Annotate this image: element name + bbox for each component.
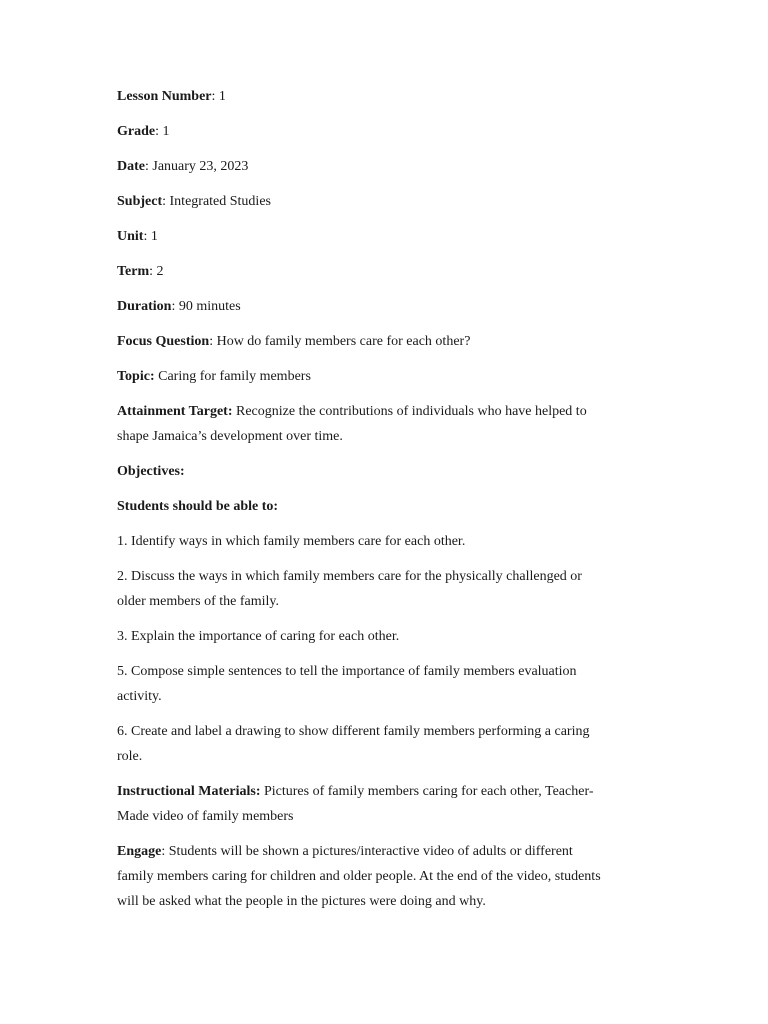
objectives-subheading: Students should be able to:: [117, 499, 279, 514]
field-sep: :: [155, 124, 163, 139]
instructional-materials-text: Pictures of family members caring for each other, Teacher-: [263, 784, 594, 799]
unit-field: [117, 224, 657, 249]
instructional-materials-line-2: Made video of family members: [117, 809, 294, 824]
attainment-target-line-1: [117, 399, 657, 424]
grade-field: [117, 119, 657, 144]
field-value: How do family members care for each other?: [216, 334, 471, 349]
field-sep: :: [211, 89, 219, 104]
objective-item: 3. Explain the importance of caring for each other.: [117, 629, 400, 644]
field-label: Topic:: [117, 369, 155, 384]
objective-item-continuation: older members of the family.: [117, 594, 279, 609]
field-value: Integrated Studies: [169, 194, 271, 209]
engage-label: Engage: [117, 844, 162, 859]
term-field: [117, 259, 657, 284]
instructional-materials-label: Instructional Materials:: [117, 784, 261, 799]
engage-sep: :: [161, 844, 169, 859]
objective-item-continuation: activity.: [117, 689, 162, 704]
field-value: 90 minutes: [178, 299, 241, 314]
engage-line-3: will be asked what the people in the pictures were doing and why.: [117, 894, 486, 909]
objective-item: 6. Create and label a drawing to show different family members performing a caring: [117, 724, 590, 739]
focus-question-field: [117, 329, 657, 354]
objective-item: 1. Identify ways in which family members care for each other.: [117, 534, 466, 549]
field-value: 1: [218, 89, 226, 104]
field-sep: :: [171, 299, 179, 314]
field-sep: :: [145, 159, 153, 174]
field-sep: :: [149, 264, 157, 279]
field-value: 1: [150, 229, 158, 244]
subject-field: [117, 189, 657, 214]
attainment-target-line-2: shape Jamaica’s development over time.: [117, 429, 343, 444]
field-label: Date: [117, 159, 145, 174]
engage-line-2: family members caring for children and older people. At the end of the video, students: [117, 869, 601, 884]
objective-item: 2. Discuss the ways in which family members care for the physically challenged or: [117, 569, 582, 584]
duration-field: [117, 294, 657, 319]
field-label: Unit: [117, 229, 144, 244]
field-sep: :: [209, 334, 217, 349]
field-value: Caring for family members: [158, 369, 311, 384]
objective-item-continuation: role.: [117, 749, 143, 764]
date-field: [117, 154, 657, 179]
field-sep: :: [162, 194, 170, 209]
field-value: January 23, 2023: [152, 159, 249, 174]
lesson-number-field: [117, 84, 657, 109]
field-sep: :: [143, 229, 151, 244]
field-label: Term: [117, 264, 150, 279]
field-label: Focus Question: [117, 334, 210, 349]
field-value: 2: [156, 264, 164, 279]
objectives-heading: Objectives:: [117, 464, 185, 479]
engage-text: Students will be shown a pictures/interactive video of adults or different: [168, 844, 573, 859]
field-label: Grade: [117, 124, 156, 139]
engage-line-1: [117, 839, 657, 864]
field-label: Subject: [117, 194, 163, 209]
field-label: Lesson Number: [117, 89, 212, 104]
attainment-target-label: Attainment Target:: [117, 404, 233, 419]
field-value: 1: [162, 124, 170, 139]
attainment-target-text: Recognize the contributions of individuals who have helped to: [236, 404, 587, 419]
objective-item: 5. Compose simple sentences to tell the importance of family members evaluation: [117, 664, 577, 679]
field-label: Duration: [117, 299, 172, 314]
topic-field: [117, 364, 657, 389]
instructional-materials-line-1: [117, 779, 657, 804]
